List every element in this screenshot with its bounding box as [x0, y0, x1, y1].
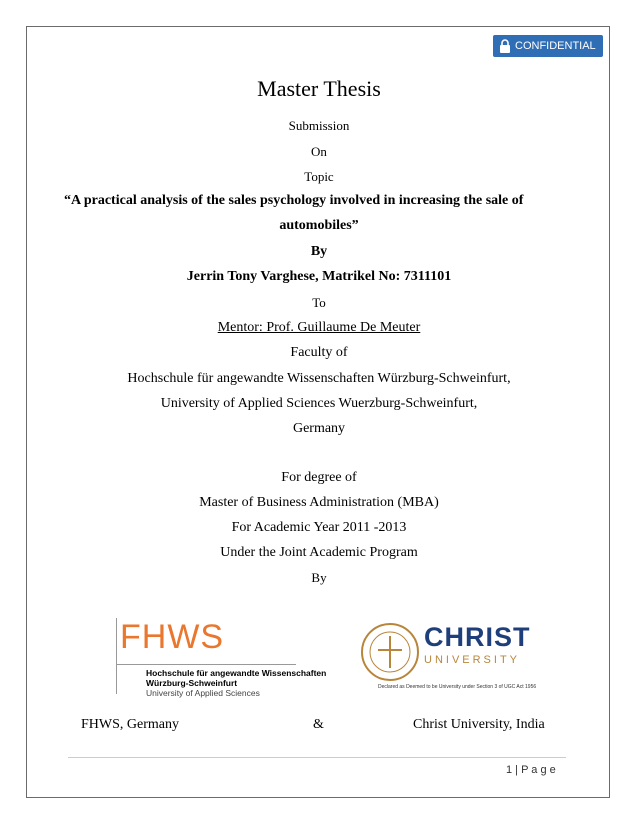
to-text: To	[312, 295, 326, 310]
academic-year-text: For Academic Year 2011 -2013	[231, 520, 407, 535]
footer-fhws: FHWS, Germany	[81, 717, 179, 732]
by-text-1: By	[310, 244, 328, 259]
confidential-label: CONFIDENTIAL	[515, 40, 596, 52]
footer-christ: Christ University, India	[413, 717, 545, 732]
fhws-logo-subtitle-2: Würzburg-Schweinfurt	[146, 678, 238, 688]
program-text: Under the Joint Academic Program	[220, 545, 418, 560]
by-text-2: By	[311, 570, 327, 585]
footer-rule	[68, 757, 566, 758]
submission-text: Submission	[288, 118, 350, 133]
mentor-line: Mentor: Prof. Guillaume De Meuter	[217, 320, 421, 335]
christ-seal-icon	[360, 622, 420, 682]
christ-university-logo	[358, 618, 538, 694]
fhws-logo-rule	[116, 664, 296, 665]
country-text: Germany	[292, 421, 346, 436]
degree-text: Master of Business Administration (MBA)	[199, 495, 439, 510]
topic-line-1: “A practical analysis of the sales psychology involved in increasing the sale of	[64, 193, 524, 208]
christ-logo-name: CHRIST	[424, 622, 531, 652]
christ-logo-university: UNIVERSITY	[424, 654, 521, 666]
faculty-text: Faculty of	[290, 345, 348, 360]
fhws-logo-subtitle-1: Hochschule für angewandte Wissenschaften	[146, 668, 327, 678]
fhws-logo-subtitle-3: University of Applied Sciences	[146, 688, 260, 698]
for-degree-text: For degree of	[281, 470, 357, 485]
footer-ampersand: &	[313, 717, 324, 732]
fhws-logo	[116, 618, 327, 698]
institution-line-1: Hochschule für angewandte Wissenschaften Würzburg-Schweinfurt,	[127, 371, 511, 386]
topic-heading: Topic	[304, 169, 334, 184]
fhws-logo-letters: FHWS	[120, 618, 225, 656]
fhws-logo-divider	[116, 618, 117, 694]
lock-icon	[499, 39, 511, 53]
page-number: 1 | P a g e	[506, 764, 556, 776]
confidential-badge	[493, 35, 603, 57]
topic-line-2: automobiles”	[279, 218, 359, 233]
thesis-title: Master Thesis	[257, 76, 381, 101]
author-line: Jerrin Tony Varghese, Matrikel No: 7311101	[186, 269, 452, 284]
institution-line-2: University of Applied Sciences Wuerzburg-Schweinfurt,	[160, 396, 478, 411]
on-text: On	[311, 144, 327, 159]
christ-logo-declaration: Declared as Deemed to be University under Section 3 of UGC Act 1956	[378, 684, 537, 690]
